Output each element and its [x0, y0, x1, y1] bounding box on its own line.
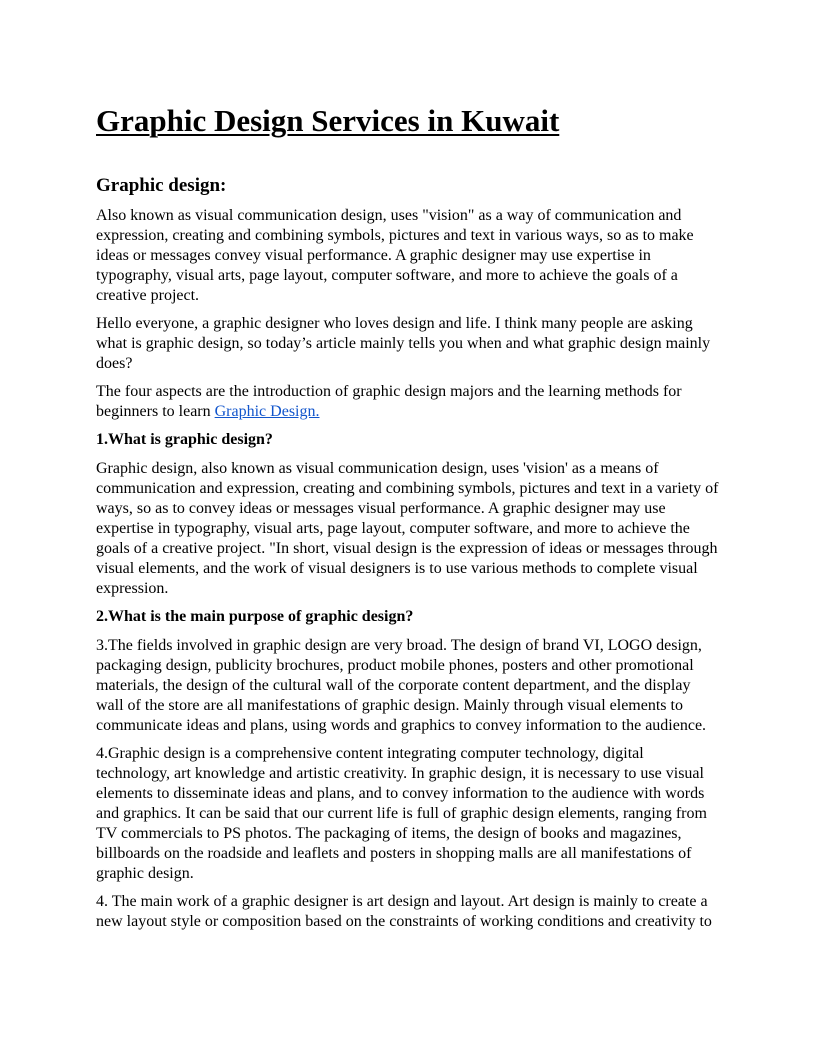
comprehensive-paragraph: 4.Graphic design is a comprehensive content integrating computer technology, digital technology, art knowledge and artistic creativity. In graphic design, it is necessary to use visual elements to disseminate ideas and plans, and to convey information to the audience with words and graphics. It can be said that our current life is full of graphic design elements, ranging from TV commercials to PS photos. The packaging of items, the design of books and magazines, billboards on the roadside and leaflets and posters in shopping malls are all manifestations of graphic design.: [96, 745, 707, 882]
section-heading: Graphic design:: [96, 175, 227, 196]
greeting-paragraph: Hello everyone, a graphic designer who loves design and life. I think many people are asking what is graphic design, so today’s article mainly tells you when and what graphic design mainly does?: [96, 315, 711, 372]
page-title: Graphic Design Services in Kuwait: [96, 103, 560, 138]
graphic-design-link[interactable]: Graphic Design.: [214, 403, 320, 420]
question-1-heading: 1.What is graphic design?: [96, 431, 273, 448]
aspects-text: The four aspects are the introduction of graphic design majors and the learning methods for beginners to learn: [96, 383, 682, 420]
designer-work-paragraph: 4. The main work of a graphic designer is art design and layout. Art design is mainly to create a new layout style or composition based on the constraints of working conditions and creativity to: [96, 893, 712, 930]
document-page: [96, 96, 720, 940]
question-2-heading: 2.What is the main purpose of graphic design?: [96, 608, 414, 625]
fields-paragraph: 3.The fields involved in graphic design are very broad. The design of brand VI, LOGO design, packaging design, publicity brochures, product mobile phones, posters and other promotional materials, the design of the cultural wall of the corporate content department, and the display wall of the store are all manifestations of graphic design. Mainly through visual elements to communicate ideas and plans, using words and graphics to convey information to the audience.: [96, 637, 707, 734]
aspects-paragraph: [96, 382, 720, 422]
intro-paragraph: Also known as visual communication design, uses "vision" as a way of communication and expression, creating and combining symbols, pictures and text in various ways, so as to make ideas or messages convey visual performance. A graphic designer may use expertise in typography, visual arts, page layout, computer software, and more to achieve the goals of a creative project.: [96, 207, 694, 304]
question-1-paragraph: Graphic design, also known as visual communication design, uses 'vision' as a means of communication and expression, creating and combining symbols, pictures and text in a variety of ways, so as to convey ideas or messages visual performance. A graphic designer may use expertise in typography, visual arts, page layout, computer software, and more to achieve the goals of a creative project. "In short, visual design is the expression of ideas or messages through visual elements, and the work of visual designers is to use various methods to complete visual expression.: [96, 460, 719, 597]
